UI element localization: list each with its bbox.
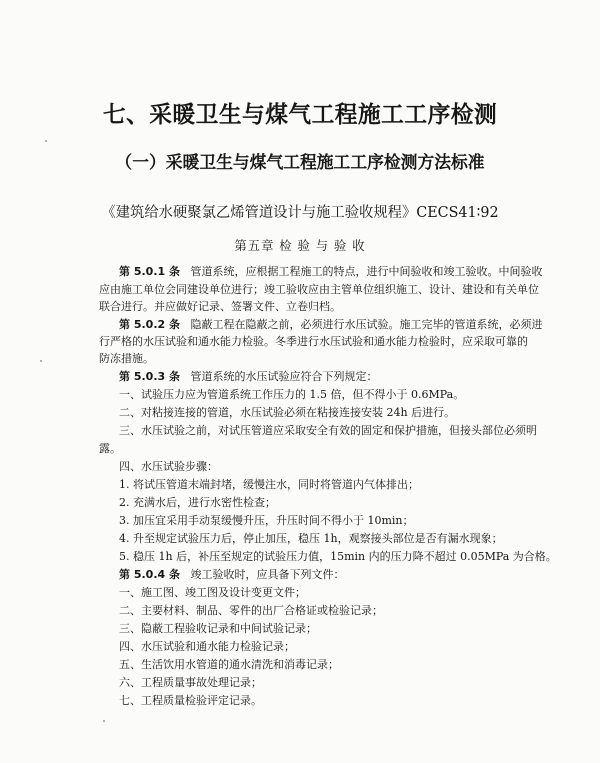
- clause-number: 第 5.0.3 条: [119, 370, 180, 383]
- clause-5-0-3-item-4: 四、水压试验步骤：: [119, 460, 218, 473]
- clause-5-0-2-line-3: 防冻措施。: [99, 352, 154, 365]
- clause-5-0-3-item-2: 二、对粘接连接的管道，水压试验必须在粘接连接安装 24h 后进行。: [119, 406, 456, 419]
- clause-5-0-4-line-1: [119, 568, 344, 582]
- clause-5-0-1-line-3: 联合进行。并应做好记录、签署文件、立卷归档。: [99, 300, 341, 313]
- page-title: 七、采暖卫生与煤气工程施工工序检测: [102, 102, 498, 128]
- clause-5-0-4-item-2: 二、主要材料、制品、零件的出厂合格证或检验记录；: [119, 604, 383, 617]
- test-step-2: 2. 充满水后，进行水密性检查；: [119, 496, 276, 509]
- clause-5-0-4-item-4: 四、水压试验和通水能力检验记录；: [119, 640, 295, 653]
- clause-text: 竣工验收时，应具备下列文件：: [190, 568, 345, 581]
- standard-name: 《建筑给水硬聚氯乙烯管道设计与施工验收规程》CECS41∶92: [101, 205, 499, 221]
- clause-number: 第 5.0.2 条: [119, 318, 180, 331]
- scan-speck: [45, 140, 47, 142]
- clause-5-0-4-item-3: 三、隐蔽工程验收记录和中间试验记录；: [119, 622, 317, 635]
- clause-text: 管道系统的水压试验应符合下列规定：: [190, 370, 378, 383]
- clause-5-0-3-item-3-cont: 露。: [99, 442, 121, 455]
- clause-number: 第 5.0.4 条: [119, 568, 180, 581]
- test-step-4: 4. 升至规定试验压力后，停止加压，稳压 1h，观察接头部位是否有漏水现象；: [119, 532, 503, 545]
- test-step-3: 3. 加压宜采用手动泵缓慢升压，升压时间不得小于 10min；: [119, 514, 414, 527]
- clause-5-0-4-item-7: 七、工程质量检验评定记录。: [119, 694, 262, 707]
- test-step-1: 1. 将试压管道末端封堵，缓慢注水，同时将管道内气体排出；: [119, 478, 419, 491]
- clause-5-0-3-item-1: 一、试验压力应为管道系统工作压力的 1.5 倍，但不得小于 0.6MPa。: [119, 388, 465, 401]
- test-step-5: 5. 稳压 1h 后，补压至规定的试验压力值，15min 内的压力降不超过 0.05MPa 为合格。: [119, 550, 557, 563]
- clause-5-0-4-item-6: 六、工程质量事故处理记录；: [119, 676, 262, 689]
- clause-text: 隐蔽工程在隐蔽之前，必须进行水压试验。施工完毕的管道系统，必须进: [190, 318, 543, 331]
- clause-5-0-2-line-2: 行严格的水压试验和通水能力检验。冬季进行水压试验和通水能力检验时，应采取可靠的: [99, 335, 528, 348]
- scan-speck: [103, 720, 105, 722]
- clause-number: 第 5.0.1 条: [119, 265, 180, 278]
- section-subtitle: （一）采暖卫生与煤气工程施工工序检测方法标准: [115, 153, 485, 173]
- clause-text: 管道系统，应根据工程施工的特点，进行中间验收和竣工验收。中间验收: [190, 265, 543, 278]
- clause-5-0-1-line-1: [119, 265, 542, 279]
- scan-speck: [40, 360, 42, 362]
- clause-5-0-3-item-3: 三、水压试验之前，对试压管道应采取安全有效的固定和保护措施，但接头部位必须明: [119, 424, 537, 437]
- clause-5-0-1-line-2: 应由施工单位会同建设单位进行；竣工验收应由主管单位组织施工、设计、建设和有关单位: [99, 283, 539, 296]
- chapter-heading: 第五章 检 验 与 验 收: [234, 238, 366, 253]
- clause-5-0-3-line-1: [119, 370, 377, 384]
- clause-5-0-4-item-1: 一、施工图、竣工图及设计变更文件；: [119, 586, 306, 599]
- clause-5-0-2-line-1: [119, 318, 542, 332]
- clause-5-0-4-item-5: 五、生活饮用水管道的通水清洗和消毒记录；: [119, 658, 339, 671]
